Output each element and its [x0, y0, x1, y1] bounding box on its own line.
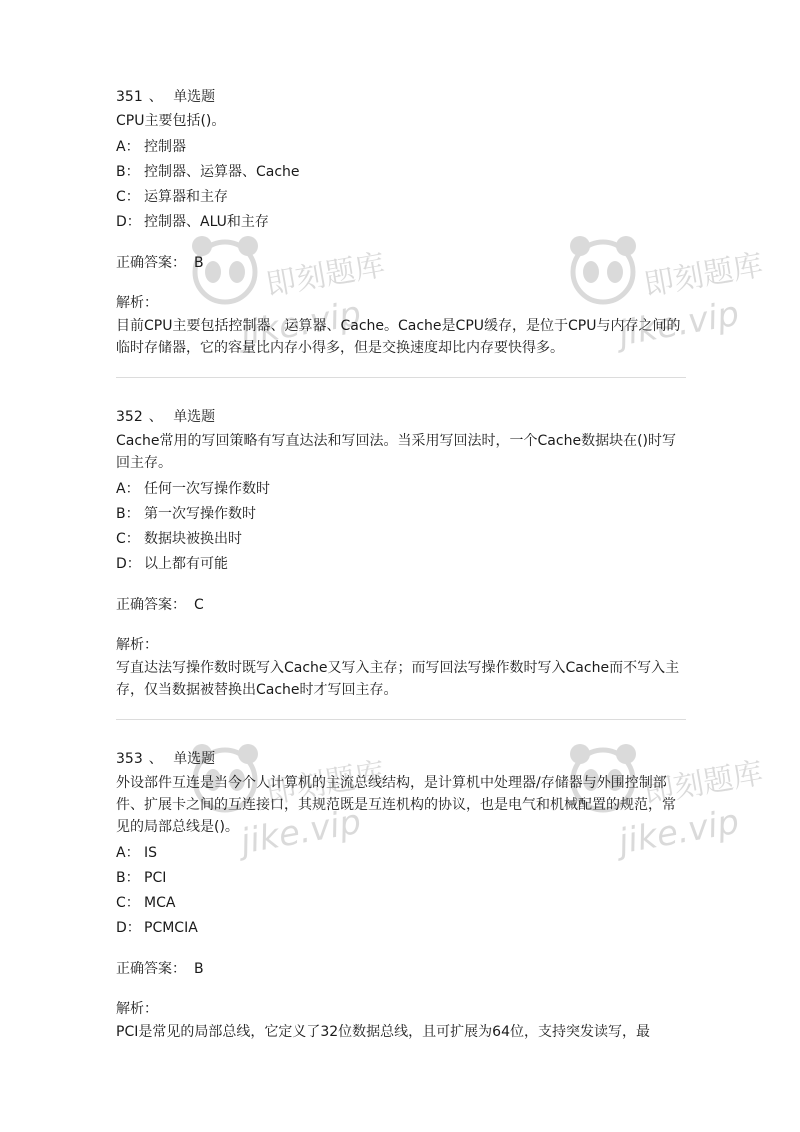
question-type: 单选题 — [173, 751, 216, 767]
option-key: D： — [116, 920, 141, 936]
question-stem: CPU主要包括()。 — [116, 113, 226, 129]
question-number: 352 — [116, 409, 143, 425]
option-key: C： — [116, 189, 140, 205]
question-list — [116, 86, 686, 1043]
answer-value: B — [194, 961, 204, 977]
question-352 — [116, 406, 686, 701]
option-text: 任何一次写操作数时 — [144, 481, 270, 497]
question-353 — [116, 748, 686, 1043]
divider — [116, 377, 686, 378]
question-header — [116, 406, 686, 428]
option-key: B： — [116, 164, 140, 180]
question-number: 353 — [116, 751, 143, 767]
option-a — [116, 841, 686, 866]
question-header — [116, 748, 686, 770]
option-d — [116, 916, 686, 941]
option-key: C： — [116, 895, 140, 911]
option-b — [116, 866, 686, 891]
option-key: B： — [116, 870, 140, 886]
option-a — [116, 477, 686, 502]
option-d — [116, 210, 686, 235]
correct-answer — [116, 251, 686, 275]
answer-label: 正确答案： — [116, 597, 186, 613]
option-text: 控制器 — [144, 139, 186, 155]
question-separator: 、 — [148, 89, 163, 105]
option-text: 以上都有可能 — [144, 556, 228, 572]
watermark-domain: jike.vip — [615, 801, 743, 863]
question-separator: 、 — [148, 409, 163, 425]
option-text: 数据块被换出时 — [144, 531, 242, 547]
option-key: A： — [116, 139, 140, 155]
divider — [116, 719, 686, 720]
option-c — [116, 185, 686, 210]
question-separator: 、 — [148, 751, 163, 767]
option-d — [116, 552, 686, 577]
watermark-brand: 即刻题库 — [263, 247, 388, 304]
option-key: B： — [116, 506, 140, 522]
answer-value: B — [194, 255, 204, 271]
option-a — [116, 135, 686, 160]
watermark-domain: jike.vip — [615, 293, 743, 355]
question-header — [116, 86, 686, 108]
analysis-label: 解析： — [116, 1001, 158, 1017]
analysis-label: 解析： — [116, 637, 158, 653]
option-text: 控制器、运算器、Cache — [144, 164, 300, 180]
question-number: 351 — [116, 89, 143, 105]
option-key: A： — [116, 845, 140, 861]
question-351 — [116, 86, 686, 359]
question-stem: Cache常用的写回策略有写直达法和写回法。当采用写回法时，一个Cache数据块在()时写回主存。 — [116, 433, 676, 471]
option-key: D： — [116, 556, 141, 572]
question-type: 单选题 — [173, 409, 216, 425]
option-c — [116, 527, 686, 552]
analysis-label: 解析： — [116, 295, 158, 311]
option-b — [116, 160, 686, 185]
answer-value: C — [194, 597, 204, 613]
option-key: D： — [116, 214, 141, 230]
watermark-brand: 即刻题库 — [641, 247, 766, 304]
option-key: A： — [116, 481, 140, 497]
correct-answer — [116, 957, 686, 981]
option-text: PCMCIA — [144, 920, 198, 936]
analysis-text: PCI是常见的局部总线，它定义了32位数据总线，且可扩展为64位，支持突发读写，最 — [116, 1024, 650, 1040]
option-key: C： — [116, 531, 140, 547]
option-text: PCI — [144, 870, 167, 886]
analysis-text: 写直达法写操作数时既写入Cache又写入主存；而写回法写操作数时写入Cache而不写入主存，仅当数据被替换出Cache时才写回主存。 — [116, 660, 680, 698]
question-stem: 外设部件互连是当今个人计算机的主流总线结构，是计算机中处理器/存储器与外围控制部件、扩展卡之间的互连接口，其规范既是互连机构的协议，也是电气和机械配置的规范，常见的局部总线是()。 — [116, 775, 676, 835]
watermark-domain: jike.vip — [237, 801, 365, 863]
watermark-brand: 即刻题库 — [641, 755, 766, 812]
option-text: 控制器、ALU和主存 — [144, 214, 269, 230]
option-c — [116, 891, 686, 916]
analysis-text: 目前CPU主要包括控制器、运算器、Cache。Cache是CPU缓存，是位于CPU与内存之间的临时存储器，它的容量比内存小得多，但是交换速度却比内存要快得多。 — [116, 318, 681, 356]
option-text: 第一次写操作数时 — [144, 506, 256, 522]
correct-answer — [116, 593, 686, 617]
question-type: 单选题 — [173, 89, 216, 105]
option-text: MCA — [144, 895, 176, 911]
answer-label: 正确答案： — [116, 255, 186, 271]
answer-label: 正确答案： — [116, 961, 186, 977]
option-text: IS — [144, 845, 158, 861]
watermark-brand: 即刻题库 — [263, 755, 388, 812]
watermark-domain: jike.vip — [237, 293, 365, 355]
option-b — [116, 502, 686, 527]
option-text: 运算器和主存 — [144, 189, 228, 205]
